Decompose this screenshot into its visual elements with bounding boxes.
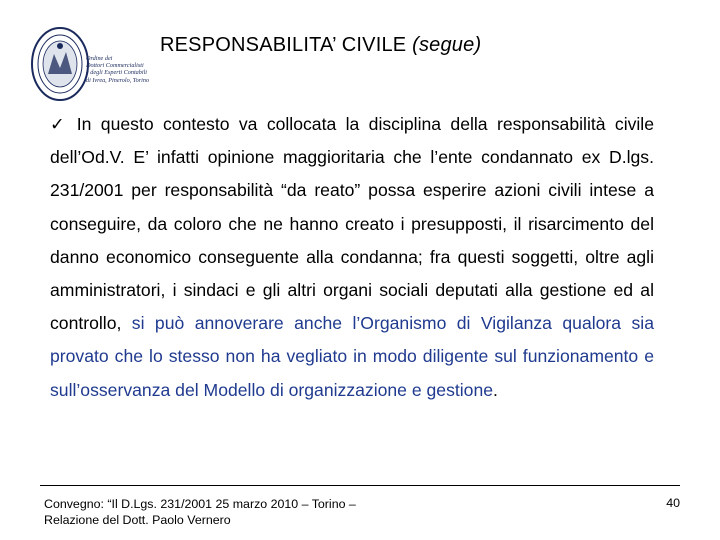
checkmark-icon: ✓ [50, 114, 65, 134]
footer-line-2: Relazione del Dott. Paolo Vernero [44, 513, 231, 527]
paragraph-end: . [493, 379, 498, 400]
footer-line-1: Convegno: “Il D.Lgs. 231/2001 25 marzo 2010 – Torino – [44, 497, 356, 511]
title-suffix: (segue) [412, 34, 482, 56]
page-number: 40 [666, 496, 680, 510]
footer-caption [44, 496, 356, 528]
paragraph-main: In questo contesto va collocata la disciplina della responsabilità civile dell’Od.V. E’ infatti opinione maggioritaria che l’ente condannato ex D.lgs. 231/2001 per responsabilità “da reato” possa esperire azioni civili intese a conseguire, da coloro che ne hanno creato i presupposti, il risarcimento del danno economico conseguente alla condanna; fra questi soggetti, oltre agli amministratori, i sindaci e gli altri organi sociali deputati alla gestione ed al controllo, [50, 114, 654, 334]
footer-divider [40, 485, 680, 486]
organization-logo [28, 22, 148, 106]
seal-icon [28, 22, 92, 106]
title-main: RESPONSABILITA’ CIVILE [160, 34, 407, 56]
slide-title [160, 34, 481, 57]
paragraph-highlight: si può annoverare anche l’Organismo di Vigilanza qualora sia provato che lo stesso non ha vegliato in modo diligente sul funzionamento e sull’osservanza del Modello di organizzazione e gestione [50, 313, 654, 400]
logo-text: Ordine dei Dottori Commercialisti e degli Esperti Contabili di Ivrea, Pinerolo, Torino [86, 55, 150, 84]
body-paragraph [50, 108, 654, 407]
